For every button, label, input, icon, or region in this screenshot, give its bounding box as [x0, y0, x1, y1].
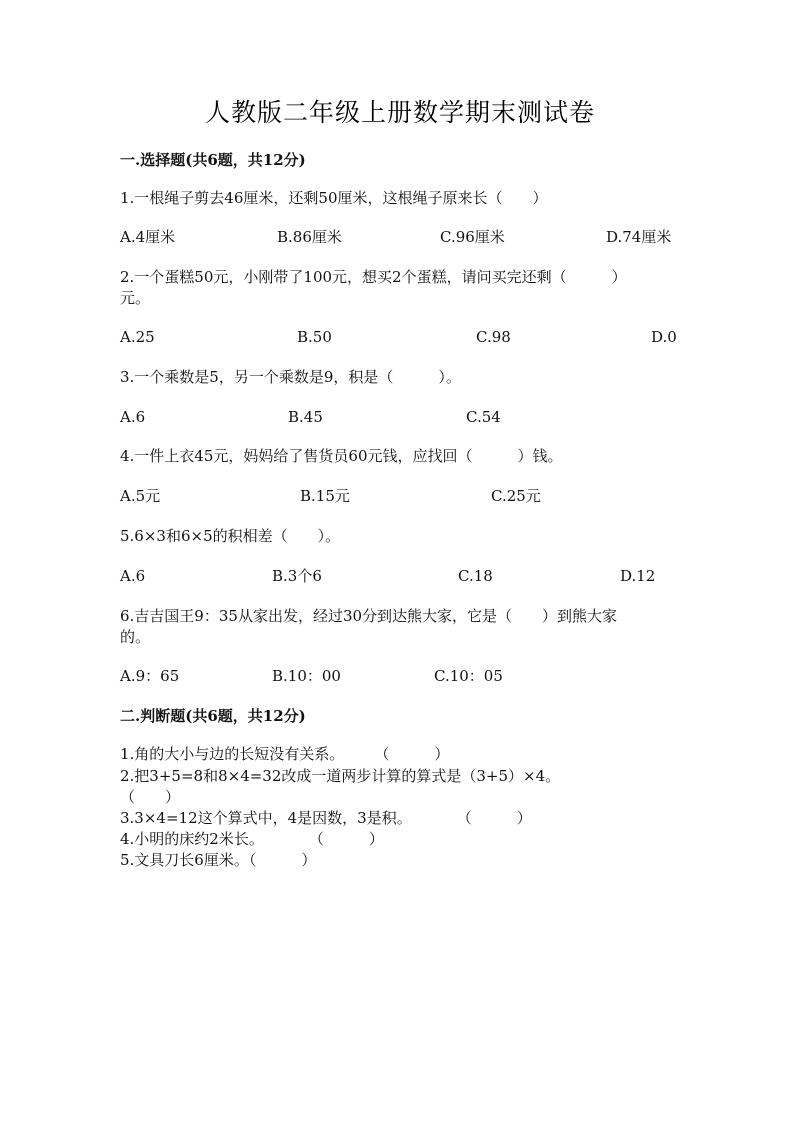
question-6-option-a: A.9：65: [120, 667, 180, 685]
section-heading-judgement: 二.判断题(共6题，共12分): [120, 707, 306, 725]
question-5-option-b: B.3个6: [272, 567, 322, 585]
question-3-option-b: B.45: [288, 408, 323, 426]
question-5-text: 5.6×3和6×5的积相差（ ）。: [120, 527, 341, 545]
question-1-option-b: B.86厘米: [277, 228, 342, 246]
question-1-option-a: A.4厘米: [120, 228, 176, 246]
question-1-option-d: D.74厘米: [606, 228, 672, 246]
question-4-option-a: A.5元: [120, 487, 161, 505]
question-5-option-a: A.6: [120, 567, 146, 585]
judgement-item-2-blank: （ ）: [120, 788, 181, 806]
judgement-item-4: 4.小明的床约2米长。 （ ）: [120, 830, 384, 848]
question-6-text-line1: 6.吉吉国王9：35从家出发，经过30分到达熊大家，它是（ ）到熊大家: [120, 607, 618, 625]
question-6-text-line2: 的。: [120, 628, 151, 646]
judgement-item-3: 3.3×4=12这个算式中，4是因数，3是积。 （ ）: [120, 809, 532, 827]
judgement-item-5: 5.文具刀长6厘米。（ ）: [120, 851, 317, 869]
question-1-text: 1.一根绳子剪去46厘米，还剩50厘米，这根绳子原来长（ ）: [120, 189, 548, 207]
question-6-option-c: C.10：05: [434, 667, 503, 685]
section-heading-choice: 一.选择题(共6题，共12分): [120, 151, 306, 169]
question-2-option-b: B.50: [297, 328, 332, 346]
question-5-option-c: C.18: [458, 567, 493, 585]
question-4-option-c: C.25元: [491, 487, 541, 505]
question-2-text-line1: 2.一个蛋糕50元，小刚带了100元，想买2个蛋糕，请问买完还剩（ ）: [120, 268, 627, 286]
question-2-text-line2: 元。: [120, 289, 151, 307]
question-4-text: 4.一件上衣45元，妈妈给了售货员60元钱，应找回（ ）钱。: [120, 447, 563, 465]
question-1-option-c: C.96厘米: [440, 228, 505, 246]
question-2-option-c: C.98: [476, 328, 511, 346]
question-3-text: 3.一个乘数是5，另一个乘数是9，积是（ ）。: [120, 368, 461, 386]
question-4-option-b: B.15元: [300, 487, 350, 505]
judgement-item-2: 2.把3+5=8和8×4=32改成一道两步计算的算式是（3+5）×4。: [120, 767, 561, 785]
question-3-option-a: A.6: [120, 408, 146, 426]
question-6-option-b: B.10：00: [272, 667, 341, 685]
question-2-option-d: D.0: [651, 328, 677, 346]
page-title: 人教版二年级上册数学期末测试卷: [204, 98, 595, 127]
judgement-item-1: 1.角的大小与边的长短没有关系。 （ ）: [120, 745, 450, 763]
question-2-option-a: A.25: [120, 328, 155, 346]
question-3-option-c: C.54: [466, 408, 501, 426]
question-5-option-d: D.12: [620, 567, 656, 585]
